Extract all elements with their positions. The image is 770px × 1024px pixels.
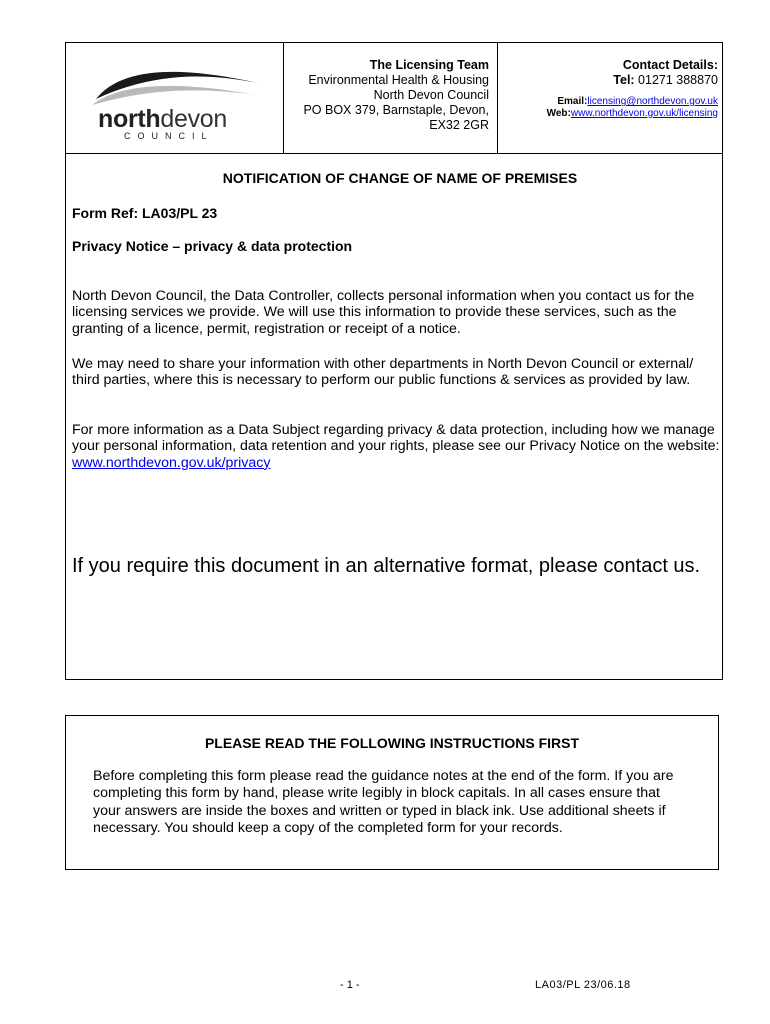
privacy-link[interactable]: www.northdevon.gov.uk/privacy <box>72 454 271 471</box>
privacy-paragraph: North Devon Council, the Data Controller, collects personal information when you contact us for the licensing services we provide. We will use this information to provide these services, such as the granting of a licence, permit, registration or receipt of a notice. <box>72 288 695 337</box>
instructions-text: Before completing this form please read the guidance notes at the end of the form. If you are completing this form by hand, please write legibly in block capitals. In all cases ensure that your answers are inside the boxes and written or typed in black ink. Use additional sheets if necessary. You should keep a copy of the completed form for your records. <box>93 768 674 836</box>
telephone: Tel: 01271 388870 <box>613 73 718 87</box>
email-line: Email:licensing@northdevon.gov.uk <box>557 96 718 107</box>
privacy-paragraph: We may need to share your information with other departments in North Devon Council or external/ third parties, where this is necessary to perform our public functions & services as provided by law. <box>72 356 694 389</box>
privacy-heading: Privacy Notice – privacy & data protection <box>72 238 353 254</box>
form-ref: Form Ref: LA03/PL 23 <box>72 205 218 221</box>
footer-form-ref: LA03/PL 23/06.18 <box>535 979 631 991</box>
instructions-box <box>65 715 719 870</box>
contact-cell <box>498 43 722 153</box>
team-name: The Licensing Team <box>369 58 489 72</box>
instructions-title: PLEASE READ THE FOLLOWING INSTRUCTIONS FIRST <box>204 735 580 751</box>
privacy-notice-box <box>65 42 723 680</box>
logo-wordmark: northdevon <box>98 105 227 133</box>
logo-council-text: COUNCIL <box>124 131 214 141</box>
form-title: NOTIFICATION OF CHANGE OF NAME OF PREMISES <box>222 170 578 186</box>
address-line: EX32 2GR <box>429 118 489 132</box>
council-logo-swoosh-icon <box>88 61 263 109</box>
alternative-format-notice: If you require this document in an alternative format, please contact us. <box>72 555 701 577</box>
web-line: Web:www.northdevon.gov.uk/licensing <box>546 108 718 119</box>
address-line: Environmental Health & Housing <box>308 73 489 87</box>
web-link[interactable]: www.northdevon.gov.uk/licensing <box>570 108 718 119</box>
contact-heading: Contact Details: <box>622 58 718 72</box>
address-line: North Devon Council <box>373 88 489 102</box>
logo-cell <box>66 43 284 153</box>
email-link[interactable]: licensing@northdevon.gov.uk <box>587 96 718 107</box>
header-row <box>66 43 722 154</box>
address-line: PO BOX 379, Barnstaple, Devon, <box>303 103 489 117</box>
privacy-paragraph: For more information as a Data Subject regarding privacy & data protection, including how we manage your personal information, data retention and your rights, please see our Privacy Notice on the website: www.northdevon.gov.uk/privacy <box>72 422 720 471</box>
page-number: - 1 - <box>340 979 360 991</box>
address-cell <box>284 43 498 153</box>
